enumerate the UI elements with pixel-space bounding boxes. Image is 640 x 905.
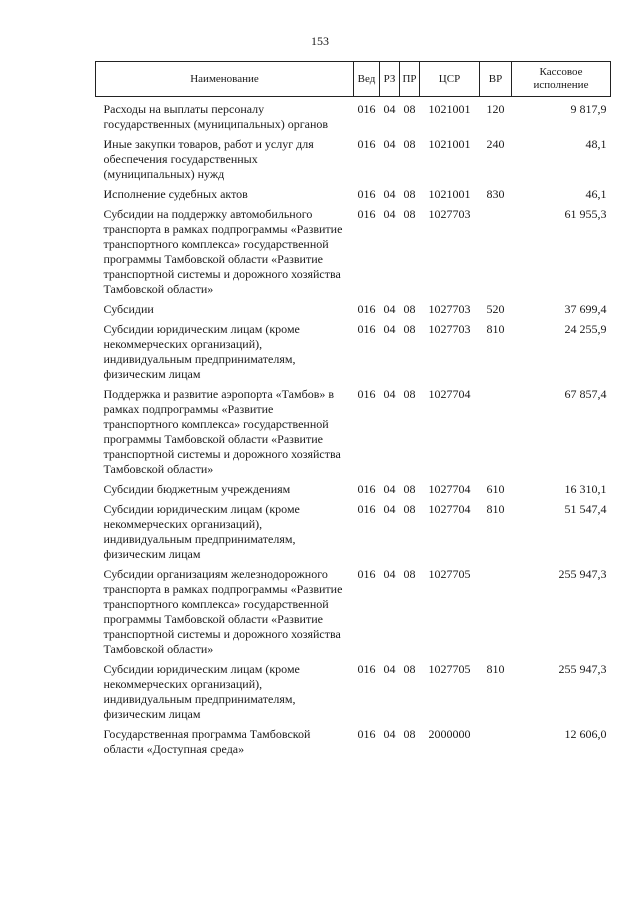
- page-number: 153: [311, 34, 329, 48]
- row-ved: 016: [357, 302, 376, 316]
- row-vr: [480, 727, 512, 762]
- row-csr: 1027703: [428, 207, 471, 221]
- row-pr: 08: [403, 502, 416, 516]
- header-vr: ВР: [480, 62, 512, 97]
- row-name: Субсидии: [103, 302, 154, 316]
- row-amount: 48,1: [585, 137, 607, 151]
- table-row: [96, 187, 611, 207]
- row-rz: 04: [383, 482, 396, 496]
- row-name: Субсидии на поддержку автомобильного транспорта в рамках подпрограммы «Развитие транспортного комплекса» государственной программы Тамбовской области «Развитие транспортной системы и дорожного хозяйства Тамбовской области»: [103, 207, 343, 296]
- row-pr: 08: [403, 727, 416, 741]
- row-csr: 1027704: [428, 387, 471, 401]
- row-amount: 24 255,9: [564, 322, 607, 336]
- row-amount: 67 857,4: [564, 387, 607, 401]
- table-row: [96, 207, 611, 302]
- header-rz: РЗ: [380, 62, 400, 97]
- row-rz: 04: [383, 662, 396, 676]
- row-rz: 04: [383, 727, 396, 741]
- table-header: [96, 62, 611, 97]
- table-row: [96, 137, 611, 187]
- row-rz: 04: [383, 502, 396, 516]
- row-ved: 016: [357, 502, 376, 516]
- row-amount: 37 699,4: [564, 302, 607, 316]
- header-ved: Вед: [354, 62, 380, 97]
- row-pr: 08: [403, 207, 416, 221]
- row-csr: 1027705: [428, 567, 471, 581]
- row-vr: 810: [486, 502, 505, 516]
- table-row: [96, 727, 611, 762]
- row-csr: 1021001: [428, 102, 471, 116]
- row-ved: 016: [357, 662, 376, 676]
- header-pr: ПР: [400, 62, 420, 97]
- row-amount: 255 947,3: [558, 662, 607, 676]
- row-rz: 04: [383, 387, 396, 401]
- row-vr: [480, 207, 512, 302]
- row-ved: 016: [357, 387, 376, 401]
- row-csr: 1021001: [428, 187, 471, 201]
- row-name: Исполнение судебных актов: [103, 187, 248, 201]
- row-pr: 08: [403, 187, 416, 201]
- table-row: [96, 322, 611, 387]
- row-vr: 830: [486, 187, 505, 201]
- row-csr: 2000000: [428, 727, 471, 741]
- row-ved: 016: [357, 322, 376, 336]
- row-amount: 9 817,9: [570, 102, 607, 116]
- row-pr: 08: [403, 567, 416, 581]
- row-amount: 51 547,4: [564, 502, 607, 516]
- row-vr: 120: [486, 102, 505, 116]
- row-amount: 255 947,3: [558, 567, 607, 581]
- row-pr: 08: [403, 387, 416, 401]
- row-vr: [480, 567, 512, 662]
- row-pr: 08: [403, 482, 416, 496]
- row-name: Субсидии юридическим лицам (кроме некоммерческих организаций), индивидуальным предпринимателям, физическим лицам: [103, 502, 300, 561]
- row-amount: 12 606,0: [564, 727, 607, 741]
- row-ved: 016: [357, 187, 376, 201]
- table-row: [96, 662, 611, 727]
- row-vr: 810: [486, 322, 505, 336]
- row-name: Субсидии юридическим лицам (кроме некоммерческих организаций), индивидуальным предпринимателям, физическим лицам: [103, 322, 300, 381]
- row-rz: 04: [383, 207, 396, 221]
- row-name: Субсидии юридическим лицам (кроме некоммерческих организаций), индивидуальным предпринимателям, физическим лицам: [103, 662, 300, 721]
- row-rz: 04: [383, 137, 396, 151]
- table-row: [96, 97, 611, 138]
- row-ved: 016: [357, 137, 376, 151]
- row-name: Иные закупки товаров, работ и услуг для обеспечения государственных (муниципальных) нужд: [103, 137, 314, 181]
- row-vr: 240: [486, 137, 505, 151]
- budget-table: [95, 61, 611, 762]
- row-csr: 1027705: [428, 662, 471, 676]
- row-name: Государственная программа Тамбовской области «Доступная среда»: [103, 727, 311, 756]
- table-row: [96, 302, 611, 322]
- row-amount: 16 310,1: [564, 482, 607, 496]
- row-csr: 1027704: [428, 482, 471, 496]
- row-csr: 1027703: [428, 302, 471, 316]
- table-row: [96, 502, 611, 567]
- row-rz: 04: [383, 187, 396, 201]
- row-pr: 08: [403, 662, 416, 676]
- row-pr: 08: [403, 102, 416, 116]
- row-pr: 08: [403, 322, 416, 336]
- row-ved: 016: [357, 207, 376, 221]
- row-ved: 016: [357, 102, 376, 116]
- row-name: Субсидии бюджетным учреждениям: [103, 482, 291, 496]
- row-vr: [480, 387, 512, 482]
- header-amount: Кассовое исполнение: [512, 62, 611, 97]
- row-vr: 520: [486, 302, 505, 316]
- row-rz: 04: [383, 302, 396, 316]
- row-pr: 08: [403, 137, 416, 151]
- row-rz: 04: [383, 567, 396, 581]
- row-pr: 08: [403, 302, 416, 316]
- table-row: [96, 482, 611, 502]
- row-ved: 016: [357, 567, 376, 581]
- table-row: [96, 567, 611, 662]
- row-ved: 016: [357, 482, 376, 496]
- row-name: Субсидии организациям железнодорожного транспорта в рамках подпрограммы «Развитие транспортного комплекса» государственной программы Тамбовской области «Развитие транспортной системы и дорожного хозяйства Тамбовской области»: [103, 567, 343, 656]
- row-amount: 46,1: [585, 187, 607, 201]
- row-amount: 61 955,3: [564, 207, 607, 221]
- row-rz: 04: [383, 322, 396, 336]
- table-body: [96, 97, 611, 763]
- row-vr: 810: [486, 662, 505, 676]
- row-name: Расходы на выплаты персоналу государственных (муниципальных) органов: [103, 102, 329, 131]
- header-name: Наименование: [96, 62, 354, 97]
- table-row: [96, 387, 611, 482]
- row-ved: 016: [357, 727, 376, 741]
- row-csr: 1027703: [428, 322, 471, 336]
- row-rz: 04: [383, 102, 396, 116]
- header-csr: ЦСР: [420, 62, 480, 97]
- row-name: Поддержка и развитие аэропорта «Тамбов» в рамках подпрограммы «Развитие транспортного комплекса» государственной программы Тамбовской области «Развитие транспортной системы и дорожного хозяйства Тамбовской области»: [103, 387, 341, 476]
- row-csr: 1027704: [428, 502, 471, 516]
- row-vr: 610: [486, 482, 505, 496]
- row-csr: 1021001: [428, 137, 471, 151]
